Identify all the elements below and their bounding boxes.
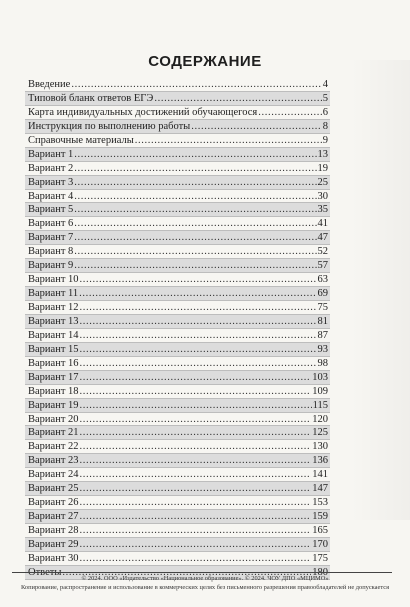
toc-leader-dots [80, 329, 317, 343]
toc-entry-page-number: 103 [312, 371, 328, 383]
toc-entry-label: Вариант 1 [28, 148, 74, 160]
toc-entry-page-number: 130 [312, 441, 328, 453]
toc-leader-dots [74, 203, 316, 217]
toc-entry [25, 510, 330, 524]
toc-entry [25, 329, 330, 343]
toc-leader-dots [80, 273, 317, 287]
toc-entry-page-number: 57 [317, 260, 328, 272]
toc-entry-label: Вариант 29 [28, 538, 79, 550]
toc-entry-label: Вариант 13 [28, 315, 79, 327]
toc-leader-dots [80, 538, 312, 552]
toc-entry [25, 134, 330, 148]
toc-entry-page-number: 175 [312, 552, 328, 564]
page-edge-shadow [350, 60, 410, 520]
toc-entry-label: Вариант 11 [28, 288, 79, 300]
toc-entry [25, 468, 330, 482]
toc-entry-label: Вариант 19 [28, 399, 79, 411]
toc-entry-label: Вариант 27 [28, 511, 79, 523]
toc-entry [25, 273, 330, 287]
toc-entry-page-number: 6 [322, 106, 328, 118]
toc-leader-dots [80, 552, 312, 566]
toc-leader-dots [74, 259, 316, 273]
toc-entry-label: Вариант 21 [28, 427, 79, 439]
toc-entry [25, 120, 330, 134]
toc-entry [25, 399, 330, 413]
toc-entry-page-number: 125 [312, 427, 328, 439]
toc-entry-page-number: 153 [312, 497, 328, 509]
toc-leader-dots [80, 440, 312, 454]
toc-leader-dots [191, 120, 322, 134]
toc-entry-page-number: 147 [312, 483, 328, 495]
toc-entry-label: Вариант 28 [28, 525, 79, 536]
toc-leader-dots [80, 371, 312, 385]
toc-entry [25, 148, 330, 162]
toc-entry [25, 106, 330, 120]
toc-entry-label: Вариант 9 [28, 260, 74, 272]
toc-leader-dots [80, 399, 312, 413]
toc-entry-label: Вариант 7 [28, 232, 74, 244]
toc-entry [25, 162, 330, 176]
toc-leader-dots [154, 92, 321, 106]
toc-entry [25, 78, 330, 92]
toc-leader-dots [74, 148, 316, 162]
toc-entry-label: Вариант 15 [28, 343, 79, 355]
toc-entry [25, 217, 330, 231]
toc-entry [25, 454, 330, 468]
toc-leader-dots [135, 134, 322, 148]
table-of-contents [25, 78, 330, 580]
toc-entry [25, 440, 330, 454]
toc-entry-page-number: 35 [317, 204, 328, 216]
toc-entry-label: Вариант 26 [28, 497, 79, 509]
toc-leader-dots [80, 482, 312, 496]
toc-entry-page-number: 81 [317, 315, 328, 327]
toc-entry-label: Вариант 23 [28, 455, 79, 467]
toc-entry-label: Вариант 4 [28, 190, 74, 202]
toc-entry-label: Вариант 2 [28, 162, 74, 174]
toc-entry-page-number: 69 [317, 288, 328, 300]
toc-entry-page-number: 47 [317, 232, 328, 244]
toc-leader-dots [80, 426, 312, 440]
footer-copyright: © 2024. ООО «Издательство «Национальное образование». © 2024. ЧОУ ДПО «МЦИМО» [81, 575, 329, 582]
toc-entry-page-number: 93 [317, 343, 328, 355]
toc-entry-page-number: 9 [322, 134, 328, 146]
toc-entry-label: Вариант 5 [28, 204, 74, 216]
toc-entry-page-number: 30 [317, 190, 328, 202]
toc-leader-dots [80, 468, 312, 482]
toc-leader-dots [80, 413, 312, 427]
toc-leader-dots [80, 301, 317, 315]
toc-entry [25, 524, 330, 538]
toc-entry-page-number: 165 [312, 525, 328, 536]
toc-entry [25, 482, 330, 496]
toc-entry [25, 92, 330, 106]
toc-entry-page-number: 170 [312, 538, 328, 550]
toc-entry [25, 231, 330, 245]
toc-entry [25, 413, 330, 427]
toc-entry-page-number: 41 [317, 218, 328, 230]
toc-entry [25, 357, 330, 371]
toc-entry-label: Вариант 20 [28, 413, 79, 425]
toc-entry-page-number: 5 [322, 92, 328, 104]
toc-entry-label: Вариант 17 [28, 371, 79, 383]
toc-entry-label: Справочные материалы [28, 134, 134, 146]
toc-leader-dots [74, 176, 316, 190]
toc-entry [25, 315, 330, 329]
toc-entry [25, 190, 330, 204]
toc-entry [25, 538, 330, 552]
toc-entry [25, 245, 330, 259]
toc-entry-page-number: 19 [317, 162, 328, 174]
toc-entry [25, 552, 330, 566]
toc-leader-dots [79, 287, 316, 301]
toc-entry-page-number: 109 [312, 385, 328, 397]
page-title: СОДЕРЖАНИЕ [148, 53, 262, 70]
toc-leader-dots [80, 343, 317, 357]
toc-entry-label: Карта индивидуальных достижений обучающегося [28, 106, 258, 118]
toc-entry-label: Вариант 25 [28, 483, 79, 495]
toc-entry [25, 496, 330, 510]
toc-entry-label: Вариант 8 [28, 246, 74, 258]
toc-entry-page-number: 87 [317, 329, 328, 341]
toc-entry [25, 343, 330, 357]
toc-entry-page-number: 4 [322, 79, 328, 90]
toc-entry-label: Вариант 3 [28, 176, 74, 188]
toc-entry-label: Вариант 10 [28, 274, 79, 286]
toc-leader-dots [71, 78, 321, 92]
toc-entry-label: Вариант 24 [28, 469, 79, 481]
toc-leader-dots [258, 106, 322, 120]
toc-leader-dots [80, 315, 317, 329]
toc-entry-page-number: 120 [312, 413, 328, 425]
toc-leader-dots [80, 454, 312, 468]
toc-entry-label: Введение [28, 79, 71, 90]
toc-entry-label: Вариант 30 [28, 552, 79, 564]
toc-leader-dots [80, 524, 312, 538]
toc-entry [25, 426, 330, 440]
toc-entry-label: Типовой бланк ответов ЕГЭ [28, 92, 154, 104]
footer-divider [12, 572, 392, 573]
toc-entry-page-number: 52 [317, 246, 328, 258]
footer-rights-notice: Копирование, распространение и использование в коммерческих целях без письменного разрешения правообладателей не допускается [20, 584, 390, 591]
toc-leader-dots [74, 245, 316, 259]
toc-entry-label: Вариант 18 [28, 385, 79, 397]
toc-entry-label: Вариант 14 [28, 329, 79, 341]
toc-entry-page-number: 98 [317, 357, 328, 369]
toc-entry [25, 259, 330, 273]
toc-entry-label: Вариант 16 [28, 357, 79, 369]
toc-entry-page-number: 13 [317, 148, 328, 160]
toc-entry-page-number: 25 [317, 176, 328, 188]
toc-entry-page-number: 115 [312, 399, 328, 411]
toc-entry [25, 371, 330, 385]
toc-entry-page-number: 63 [317, 274, 328, 286]
toc-entry-page-number: 180 [312, 566, 328, 578]
toc-entry-label: Вариант 22 [28, 441, 79, 453]
toc-entry-page-number: 8 [322, 120, 328, 132]
toc-leader-dots [74, 231, 316, 245]
toc-entry-page-number: 159 [312, 511, 328, 523]
toc-leader-dots [80, 385, 312, 399]
toc-leader-dots [74, 162, 316, 176]
toc-entry [25, 203, 330, 217]
toc-entry [25, 287, 330, 301]
toc-entry [25, 385, 330, 399]
toc-entry-page-number: 141 [312, 469, 328, 481]
toc-entry-page-number: 75 [317, 302, 328, 313]
toc-leader-dots [74, 217, 316, 231]
toc-entry-label: Инструкция по выполнению работы [28, 120, 191, 132]
toc-entry-label: Ответы [28, 566, 62, 578]
toc-leader-dots [80, 496, 312, 510]
toc-leader-dots [80, 510, 312, 524]
toc-entry [25, 301, 330, 315]
toc-leader-dots [80, 357, 317, 371]
toc-entry-page-number: 136 [312, 455, 328, 467]
toc-entry-label: Вариант 12 [28, 302, 79, 313]
toc-leader-dots [74, 190, 316, 204]
toc-entry-label: Вариант 6 [28, 218, 74, 230]
toc-entry [25, 176, 330, 190]
